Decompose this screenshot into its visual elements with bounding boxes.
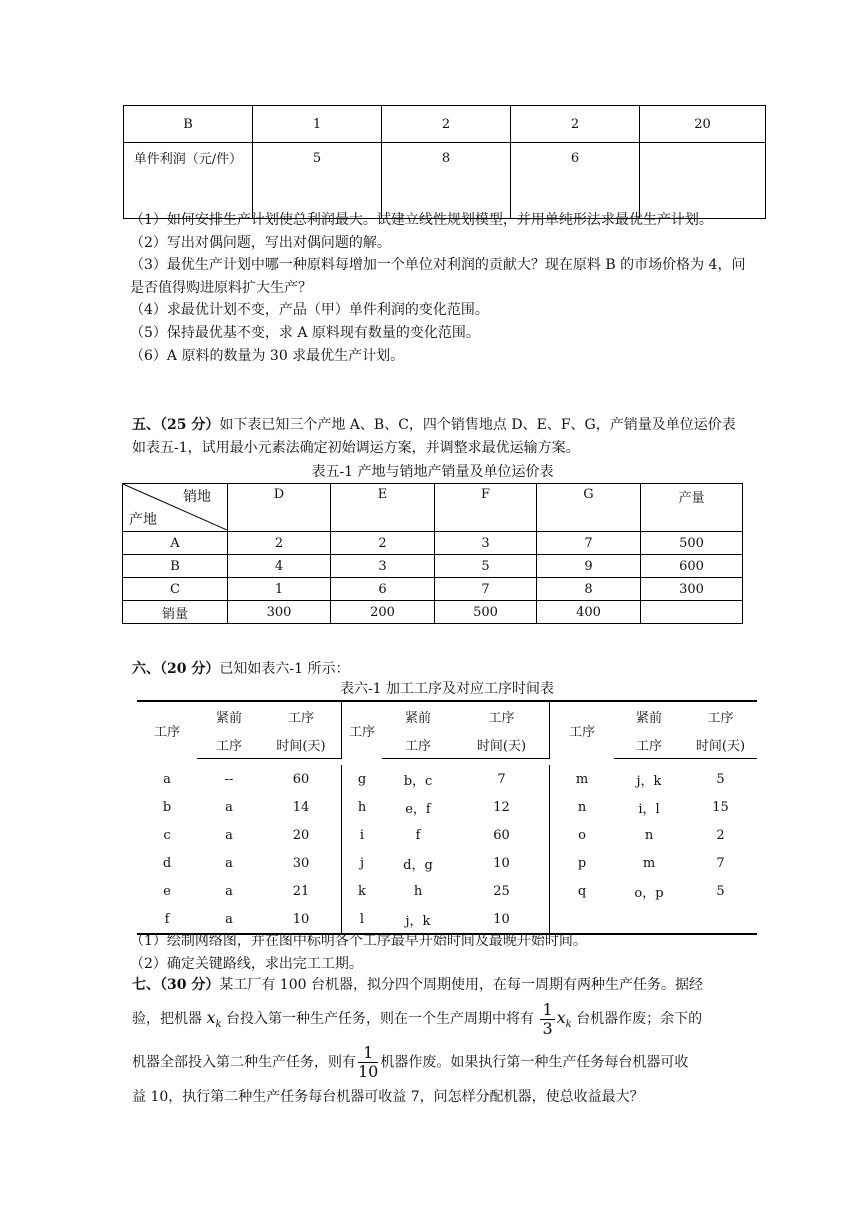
question: （4）求最优计划不变，产品（甲）单件利润的变化范围。 (130, 302, 489, 319)
table-row (137, 877, 757, 905)
cell: 6 (331, 578, 435, 601)
cell: n (644, 827, 654, 843)
header-cell: 工序 (261, 701, 342, 730)
question: （3）最优生产计划中哪一种原料每增加一个单位对利润的贡献大？现在原料 B 的市场价格为 4，问是否值得购进原料扩大生产？ (130, 257, 746, 296)
table-transport (122, 483, 743, 624)
cell: j，k (636, 773, 662, 789)
cell: 21 (292, 883, 310, 899)
cell: b (162, 799, 172, 815)
text: 机器作废。如果执行第一种生产任务每台机器可收 (380, 1054, 689, 1071)
cell: i，l (638, 801, 660, 817)
header-cell: 工序 (197, 730, 261, 759)
cell: 60 (292, 771, 310, 787)
cell (641, 601, 743, 624)
corner-top-label: 销地 (183, 489, 211, 505)
cell: a (225, 855, 233, 871)
question: （6）A 原料的数量为 30 求最优生产计划。 (130, 347, 405, 364)
table-caption: 表五-1 产地与销地产销量及单位运价表 (311, 464, 554, 480)
cell: o (550, 821, 615, 849)
denominator: 3 (542, 1018, 553, 1038)
cell: a (225, 883, 233, 899)
cell: 2 (331, 532, 435, 555)
table-row (137, 849, 757, 877)
fraction-one-tenth (358, 1044, 378, 1081)
section-text: 如下表已知三个产地 A、B、C，四个销售地点 D、E、F、G，产销量及单位运价表如表五-1，试用最小元素法确定初始调运方案，并调整求最优运输方案。 (132, 417, 736, 456)
section7-line3 (132, 1044, 742, 1081)
cell: 2 (228, 532, 331, 555)
cell: 单件利润（元/件） (124, 143, 253, 219)
var: x (206, 1008, 216, 1027)
cell: 15 (712, 799, 729, 815)
cell: 300 (641, 578, 743, 601)
question: （2）写出对偶问题，写出对偶问题的解。 (130, 234, 391, 251)
cell: 12 (493, 799, 510, 815)
text: 台机器作废；余下的 (576, 1011, 703, 1027)
var: x (556, 1008, 566, 1027)
cell: 8 (382, 143, 511, 219)
cell: e，f (405, 801, 431, 817)
cell: B (124, 106, 253, 143)
header-cell: 紧前 (197, 701, 261, 730)
section-title: 七、（30 分） (132, 977, 220, 993)
header-cell: 产量 (641, 484, 743, 532)
cell: 300 (228, 601, 331, 624)
cell: h (413, 883, 423, 899)
cell: a (225, 827, 233, 843)
cell: 5 (716, 771, 725, 787)
cell: d (162, 855, 172, 871)
cell: 7 (537, 532, 641, 555)
cell: 500 (641, 532, 743, 555)
cell: 5 (716, 883, 725, 899)
cell: 30 (292, 855, 310, 871)
cell: a (225, 799, 233, 815)
cell: 3 (331, 555, 435, 578)
header-cell: F (435, 484, 537, 532)
text: 验，把机器 (132, 1011, 202, 1027)
question: （2）确定关键路线，求出完工工期。 (130, 955, 363, 972)
question: （5）保持最优基不变，求 A 原料现有数量的变化范围。 (130, 324, 480, 341)
header-cell: 紧前 (614, 701, 684, 730)
cell: a (163, 771, 171, 787)
section7-line1 (132, 974, 742, 997)
cell: 7 (435, 578, 537, 601)
numerator: 1 (358, 1044, 378, 1063)
header-cell: D (228, 484, 331, 532)
cell: m (550, 765, 615, 793)
cell: 9 (537, 555, 641, 578)
table-activities (137, 700, 757, 935)
cell: -- (224, 771, 234, 787)
cell: 销量 (123, 601, 228, 624)
numerator: 1 (542, 999, 553, 1019)
cell: 4 (228, 555, 331, 578)
cell: A (123, 532, 228, 555)
question: （1）绘制网络图，并在图中标明各个工序最早开始时间及最晚开始时间。 (130, 933, 587, 949)
section-title: 六、（20 分） (132, 661, 220, 677)
cell: 25 (493, 883, 510, 899)
table-row (137, 821, 757, 849)
variable-x (206, 1008, 222, 1031)
questions-section6 (130, 930, 750, 975)
section-text: 某工厂有 100 台机器，拟分四个周期使用，在每一周期有两种生产任务。据经 (219, 977, 703, 993)
cell: l (342, 905, 383, 934)
fraction-one-third (540, 1001, 554, 1038)
cell: 500 (435, 601, 537, 624)
cell: j (342, 849, 383, 877)
cell: f (137, 905, 197, 934)
cell: 1 (253, 106, 382, 143)
cell: 3 (435, 532, 537, 555)
cell: m (642, 855, 656, 871)
corner-cell (123, 484, 228, 532)
header-cell: E (331, 484, 435, 532)
header-cell: 工序 (454, 701, 550, 730)
header-cell: 时间(天) (684, 730, 757, 759)
cell: k (342, 877, 383, 905)
cell: g (342, 765, 383, 793)
header-cell: 工序 (614, 730, 684, 759)
header-cell: 工序 (684, 701, 757, 730)
cell: 5 (435, 555, 537, 578)
header-cell: G (537, 484, 641, 532)
text: 台投入第一种生产任务，则在一个生产周期中将有 (226, 1011, 534, 1027)
table-production-fragment (123, 105, 766, 219)
header-cell: 时间(天) (261, 730, 342, 759)
cell: 10 (454, 905, 550, 934)
subscript: k (565, 1019, 572, 1031)
cell: 2 (716, 827, 725, 843)
cell: 20 (292, 827, 310, 843)
section-text: 已知如表六-1 所示： (219, 661, 350, 677)
cell: b，c (403, 773, 433, 789)
cell: f (415, 827, 421, 843)
cell: 10 (261, 905, 342, 934)
header-cell: 紧前 (382, 701, 454, 730)
header-cell: 工序 (137, 701, 197, 759)
questions-section4 (130, 209, 750, 367)
section7-line4: 益 10，执行第二种生产任务每台机器可收益 7，问怎样分配机器，使总收益最大？ (132, 1089, 644, 1105)
table-caption: 表六-1 加工工序及对应工序时间表 (339, 681, 555, 697)
cell: B (123, 555, 228, 578)
cell: 6 (511, 143, 640, 219)
cell: 5 (253, 143, 382, 219)
cell: i (342, 821, 383, 849)
section-title: 五、（25 分） (132, 417, 220, 433)
section7-line2 (132, 1000, 742, 1043)
cell: o，p (634, 885, 664, 901)
table-row (137, 765, 757, 793)
subscript: k (215, 1019, 222, 1031)
cell: e (163, 883, 171, 899)
cell: 7 (716, 855, 725, 871)
cell: 200 (331, 601, 435, 624)
cell: 1 (228, 578, 331, 601)
text: 机器全部投入第二种生产任务，则有 (132, 1054, 356, 1071)
cell: 400 (537, 601, 641, 624)
cell: 8 (537, 578, 641, 601)
cell: 7 (497, 771, 506, 787)
cell: C (123, 578, 228, 601)
cell: 14 (292, 799, 310, 815)
variable-x (556, 1008, 572, 1031)
corner-bottom-label: 产地 (129, 512, 157, 528)
cell: 2 (511, 106, 640, 143)
table-row (137, 793, 757, 821)
cell (640, 143, 766, 219)
header-cell: 时间(天) (454, 730, 550, 759)
cell: a (197, 905, 261, 934)
header-cell: 工序 (382, 730, 454, 759)
cell: d，g (403, 857, 433, 873)
cell: 2 (382, 106, 511, 143)
cell: j，k (382, 905, 454, 934)
cell: p (550, 849, 615, 877)
cell: h (342, 793, 383, 821)
cell: q (550, 877, 615, 905)
cell: 600 (641, 555, 743, 578)
cell: 60 (493, 827, 510, 843)
header-cell: 工序 (550, 701, 615, 759)
header-cell: 工序 (342, 701, 383, 759)
denominator: 10 (358, 1062, 379, 1081)
cell: 20 (640, 106, 766, 143)
section5-intro (132, 414, 742, 459)
cell: c (163, 827, 171, 843)
question: （1）如何安排生产计划使总利润最大。试建立线性规划模型，并用单纯形法求最优生产计划。 (130, 212, 713, 228)
cell: n (550, 793, 615, 821)
cell: 10 (493, 855, 510, 871)
